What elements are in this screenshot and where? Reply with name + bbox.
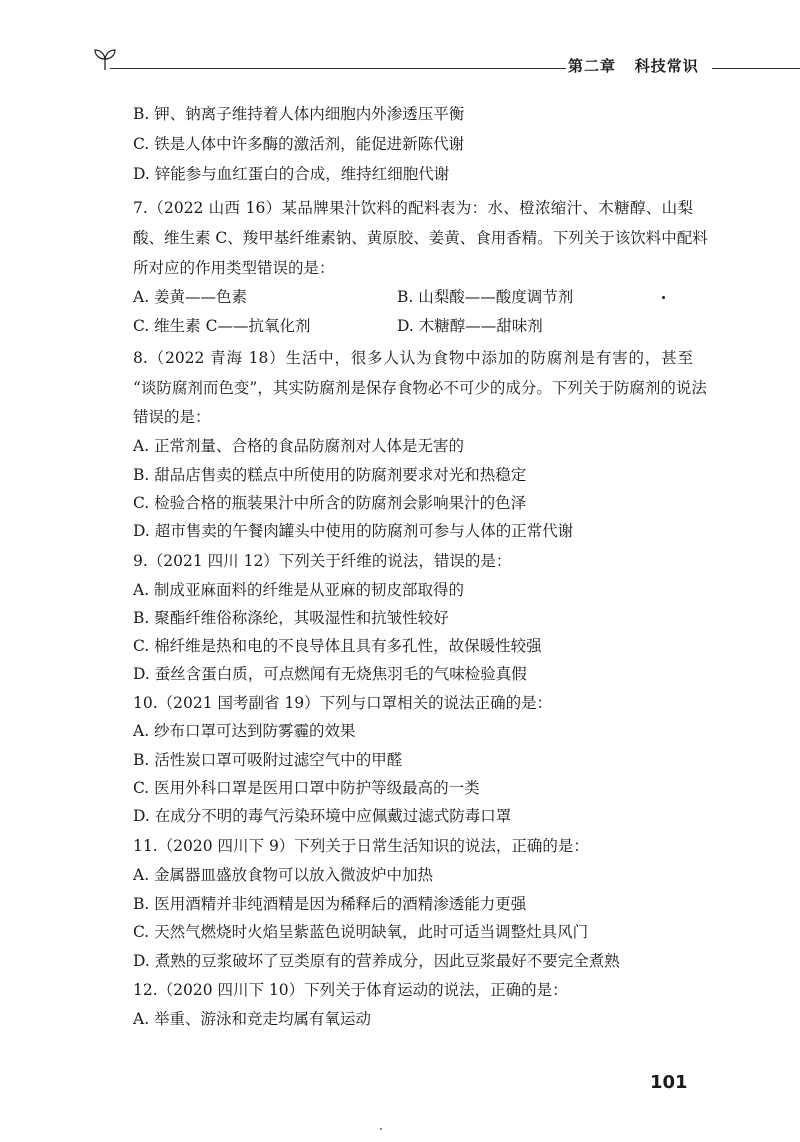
- stray-dot-mark: [662, 296, 665, 299]
- option-line: B. 医用酒精并非纯酒精是因为稀释后的酒精渗透能力更强: [133, 895, 527, 913]
- header-rule-left: [110, 68, 566, 69]
- option-line: D. 木糖醇——甜味剂: [397, 317, 543, 335]
- option-line: B. 活性炭口罩可吸附过滤空气中的甲醛: [133, 751, 403, 769]
- chapter-label: 第二章: [568, 57, 617, 75]
- option-line: D. 锌能参与血红蛋白的合成，维持红细胞代谢: [133, 165, 450, 183]
- option-line: D. 煮熟的豆浆破坏了豆类原有的营养成分，因此豆浆最好不要完全煮熟: [133, 952, 620, 970]
- question-line: 酸、维生素 C、羧甲基纤维素钠、黄原胶、姜黄、食用香精。下列关于该饮料中配料: [133, 229, 708, 247]
- question-line: 所对应的作用类型错误的是：: [133, 259, 335, 277]
- question-line: 11.（2020 四川下 9）下列关于日常生活知识的说法，正确的是：: [133, 837, 589, 855]
- question-line: 错误的是：: [133, 408, 211, 426]
- question-line: 10.（2021 国考副省 19）下列与口罩相关的说法正确的是：: [133, 694, 553, 712]
- option-line: A. 姜黄——色素: [133, 288, 248, 306]
- option-line: D. 超市售卖的午餐肉罐头中使用的防腐剂可参与人体的正常代谢: [133, 522, 574, 540]
- page-number: 101: [650, 1072, 688, 1093]
- option-line: B. 山梨酸——酸度调节剂: [397, 288, 574, 306]
- option-line: C. 医用外科口罩是医用口罩中防护等级最高的一类: [133, 779, 480, 797]
- question-line: 8.（2022 青海 18）生活中，很多人认为食物中添加的防腐剂是有害的，甚至: [133, 349, 693, 367]
- option-line: C. 棉纤维是热和电的不良导体且具有多孔性，故保暖性较强: [133, 637, 542, 655]
- option-line: B. 甜品店售卖的糕点中所使用的防腐剂要求对光和热稳定: [133, 466, 527, 484]
- question-line: 7.（2022 山西 16）某品牌果汁饮料的配料表为：水、橙浓缩汁、木糖醇、山梨: [133, 199, 693, 217]
- question-line: 12.（2020 四川下 10）下列关于体育运动的说法，正确的是：: [133, 981, 568, 999]
- question-line: 9.（2021 四川 12）下列关于纤维的说法，错误的是：: [133, 552, 512, 570]
- option-line: A. 金属器皿盛放食物可以放入微波炉中加热: [133, 866, 434, 884]
- option-line: B. 钾、钠离子维持着人体内细胞内外渗透压平衡: [133, 105, 465, 123]
- option-line: A. 纱布口罩可达到防雾霾的效果: [133, 722, 356, 740]
- option-line: D. 在成分不明的毒气污染环境中应佩戴过滤式防毒口罩: [133, 807, 512, 825]
- option-line: A. 制成亚麻面料的纤维是从亚麻的韧皮部取得的: [133, 581, 465, 599]
- header-rule-right: [712, 68, 800, 69]
- option-line: C. 天然气燃烧时火焰呈紫蓝色说明缺氧，此时可适当调整灶具风门: [133, 923, 589, 941]
- option-line: C. 检验合格的瓶装果汁中所含的防腐剂会影响果汁的色泽: [133, 494, 527, 512]
- scan-speck: [380, 1128, 382, 1130]
- option-line: C. 维生素 C——抗氧化剂: [133, 317, 311, 335]
- page-header: [92, 46, 712, 76]
- option-line: A. 举重、游泳和竞走均属有氧运动: [133, 1010, 372, 1028]
- option-line: A. 正常剂量、合格的食品防腐剂对人体是无害的: [133, 437, 465, 455]
- option-line: C. 铁是人体中许多酶的激活剂，能促进新陈代谢: [133, 135, 465, 153]
- option-line: D. 蚕丝含蛋白质，可点燃闻有无烧焦羽毛的气味检验真假: [133, 665, 527, 683]
- chapter-topic: 科技常识: [634, 57, 699, 75]
- chapter-title: [568, 55, 699, 76]
- question-line: “谈防腐剂而色变”，其实防腐剂是保存食物必不可少的成分。下列关于防腐剂的说法: [133, 379, 707, 397]
- option-line: B. 聚酯纤维俗称涤纶，其吸湿性和抗皱性较好: [133, 609, 449, 627]
